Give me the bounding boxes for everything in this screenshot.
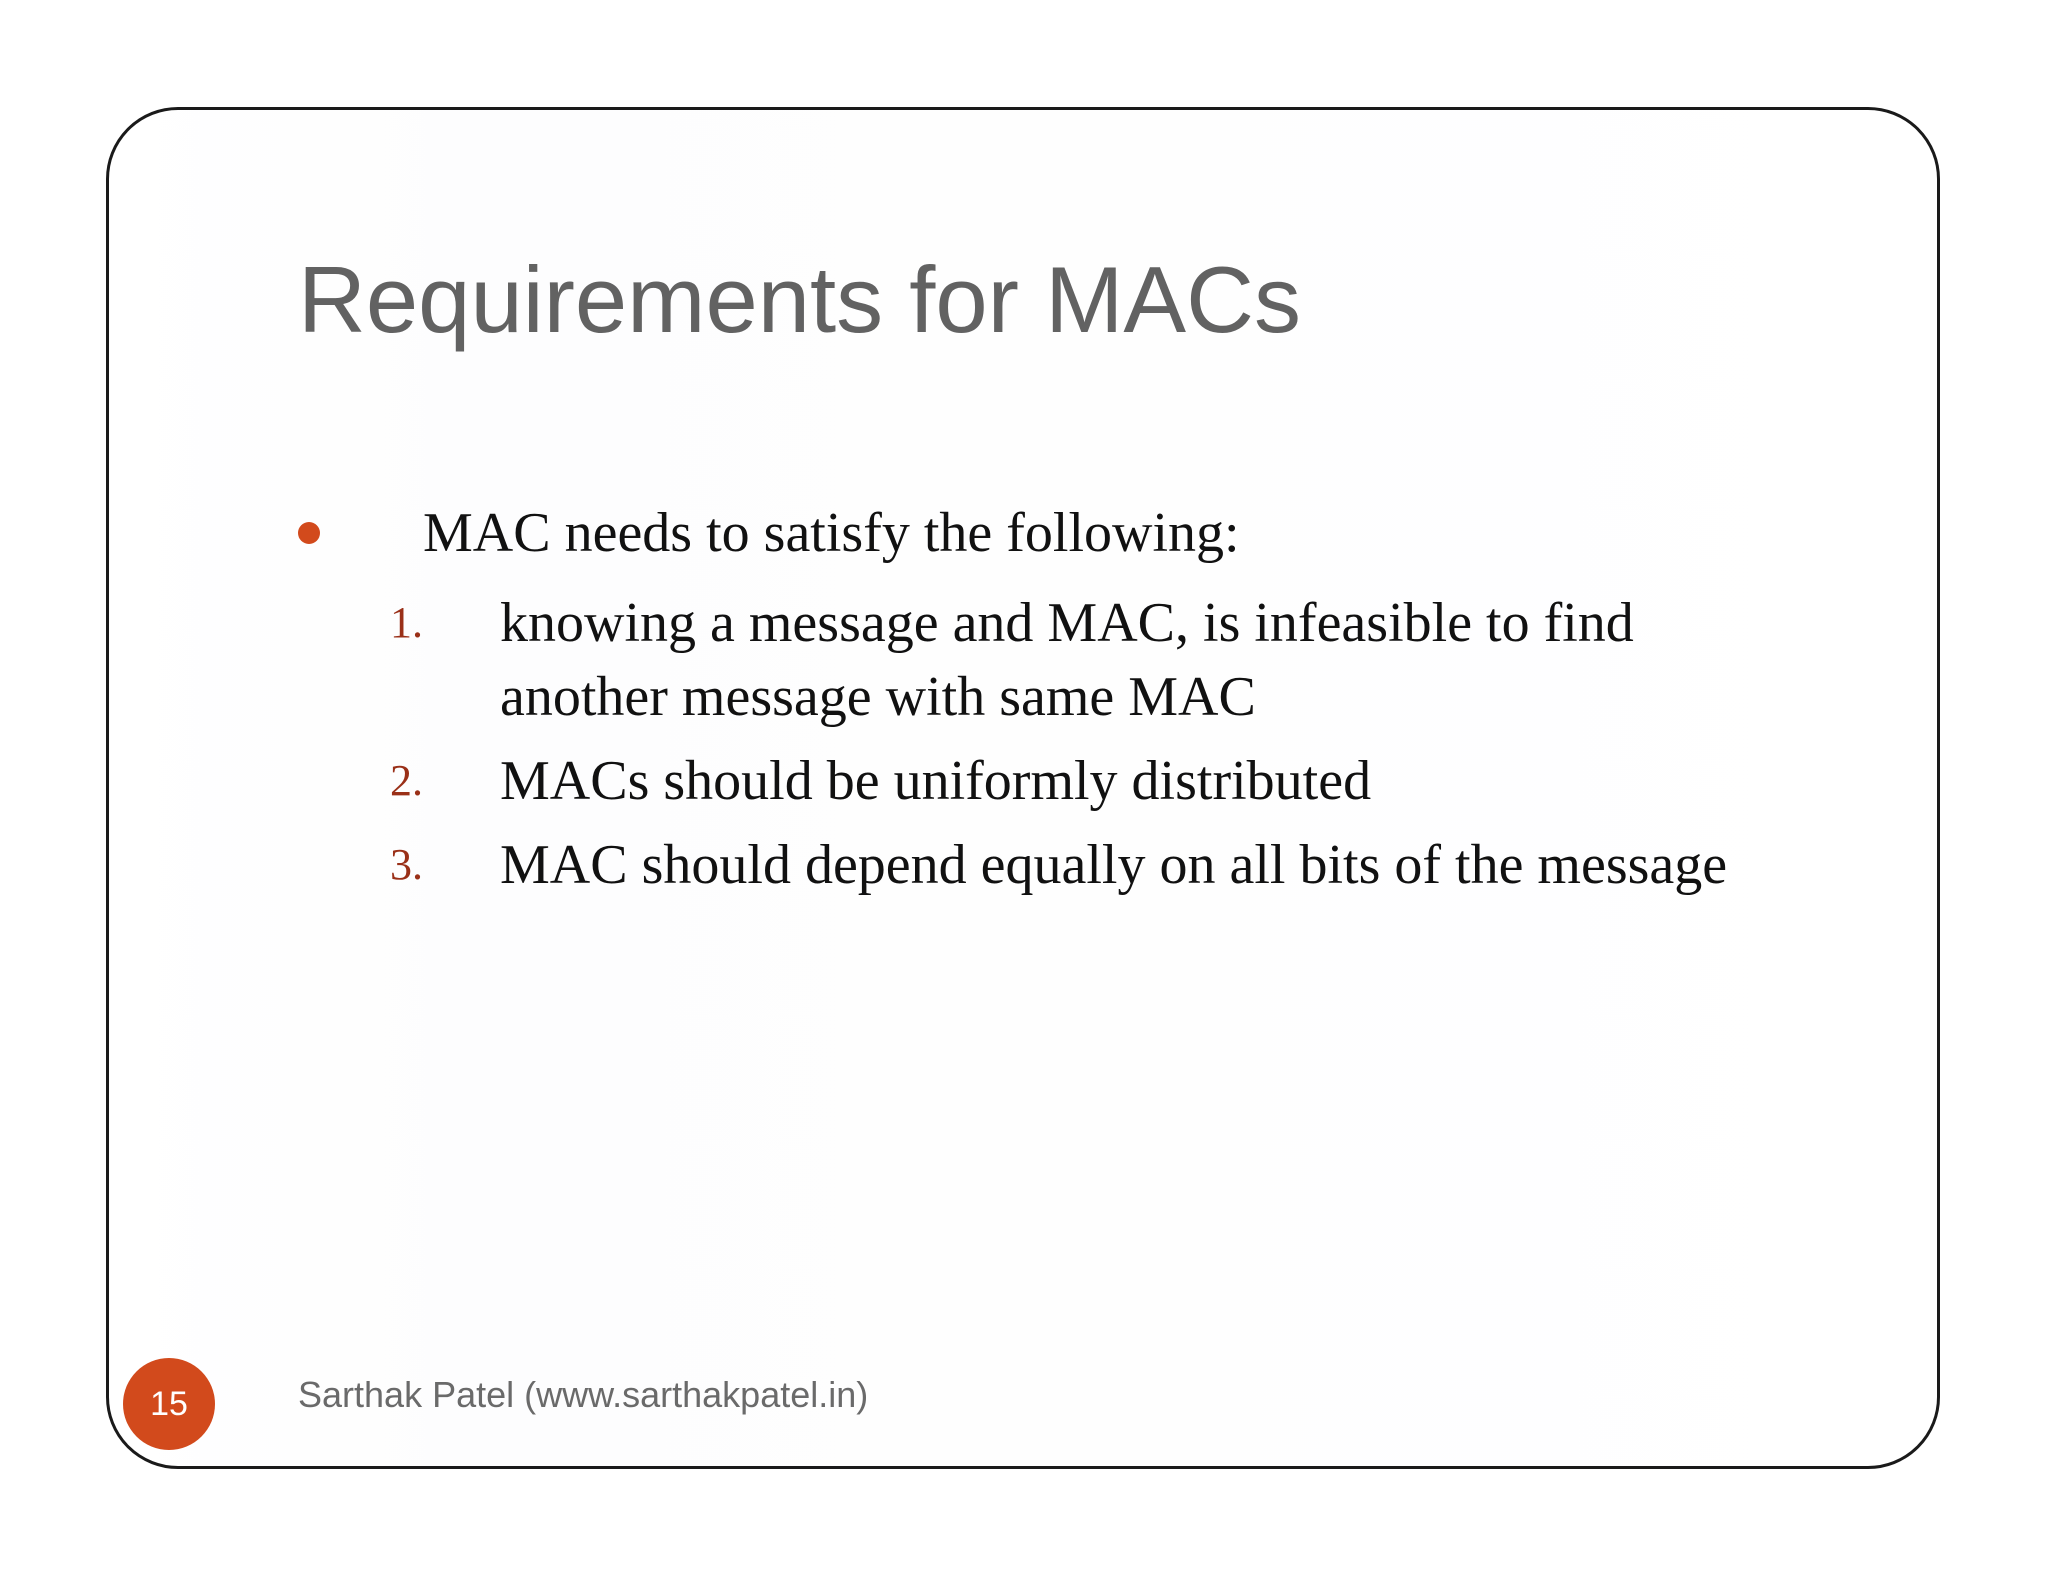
footer-text: Sarthak Patel (www.sarthakpatel.in) [298, 1374, 869, 1415]
item-number: 1. [390, 598, 423, 647]
requirements-list [390, 586, 1810, 912]
item-number: 3. [390, 840, 423, 889]
main-bullet-text: MAC needs to satisfy the following: [423, 502, 1240, 564]
item-text: MACs should be uniformly distributed [500, 750, 1372, 812]
slide-title: Requirements for MACs [298, 247, 1301, 352]
requirement-item-2 [390, 744, 1810, 818]
requirement-item-1 [390, 586, 1810, 734]
page-number-badge: 15 [123, 1358, 215, 1450]
requirement-item-3 [390, 828, 1810, 902]
bullet-dot-icon [298, 522, 320, 544]
item-text: MAC should depend equally on all bits of the message [500, 834, 1728, 896]
item-number: 2. [390, 756, 423, 805]
item-text: knowing a message and MAC, is infeasible to find another message with same MAC [500, 592, 1634, 728]
